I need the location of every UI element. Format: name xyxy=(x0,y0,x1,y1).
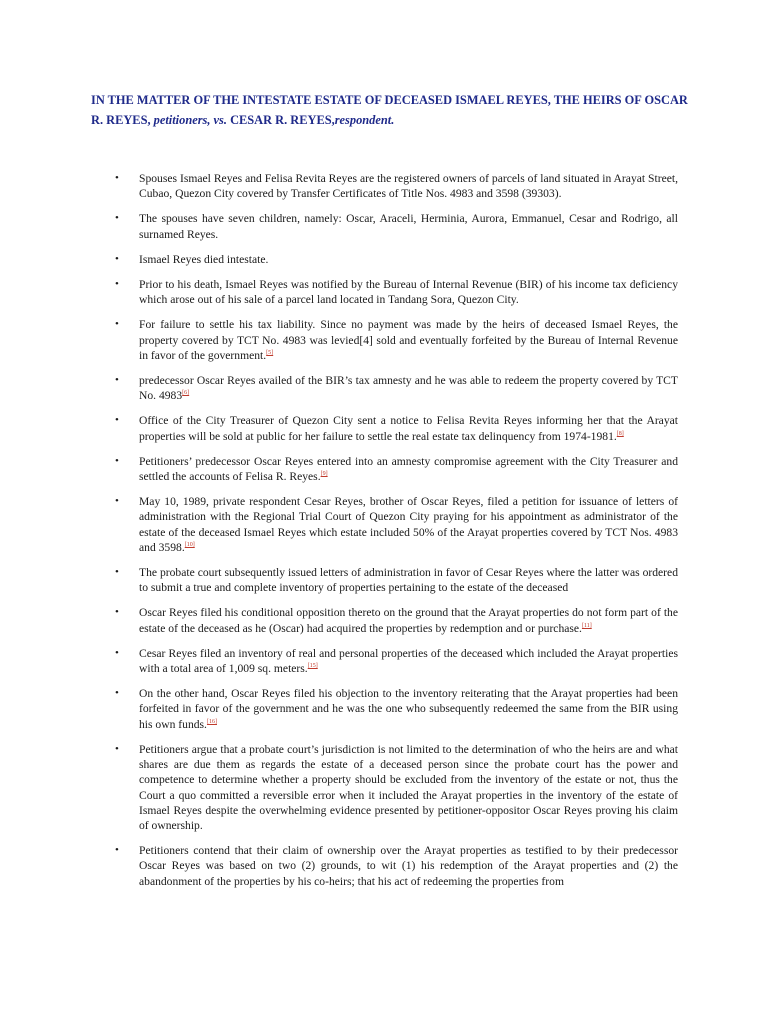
footnote-link[interactable]: [8] xyxy=(616,430,624,437)
facts-list xyxy=(114,171,678,899)
footnote-link[interactable]: [5] xyxy=(266,349,274,356)
footnote-link[interactable]: [10] xyxy=(184,542,195,548)
list-item: • Oscar Reyes filed his conditional opposition thereto on the ground that the Arayat properties do not form part of the estate of the deceased as he (Oscar) had acquired the properties by redemption and or purchase.[11] xyxy=(114,605,678,635)
title-part2: CESAR R. REYES, xyxy=(226,112,335,127)
title-part1: IN THE MATTER OF THE INTESTATE ESTATE OF DECEASED ISMAEL REYES, THE HEIRS OF OSCAR R. REYES, xyxy=(91,93,688,127)
list-item: • Petitioners contend that their claim of ownership over the Arayat properties as testified to by their predecessor Oscar Reyes was based on two (2) grounds, to wit (1) his redemption of the Arayat properties and (2) the abandonment of the properties by his co-heirs; that his act of redeeming the properties from xyxy=(114,843,678,889)
list-item: • Ismael Reyes died intestate. xyxy=(114,252,678,267)
footnote-link[interactable]: [16] xyxy=(206,718,217,725)
list-item: • Petitioners’ predecessor Oscar Reyes entered into an amnesty compromise agreement with the City Treasurer and settled the accounts of Felisa R. Reyes.[9] xyxy=(114,454,678,484)
list-item: • Cesar Reyes filed an inventory of real and personal properties of the deceased which included the Arayat properties with a total area of 1,009 sq. meters.[15] xyxy=(114,646,678,676)
footnote-link[interactable]: [9] xyxy=(320,471,328,478)
footnote-link[interactable]: [15] xyxy=(307,663,318,670)
list-item: • The probate court subsequently issued letters of administration in favor of Cesar Reyes where the latter was ordered to submit a true and complete inventory of properties pertaining to the estate of the deceased xyxy=(114,565,678,595)
list-item: • Petitioners argue that a probate court’s jurisdiction is not limited to the determination of who the heirs are and what shares are due them as regards the estate of a deceased person since the probate court has the power and competence to determine whether a property should be excluded from the inventory of the estate or not, thus the Court a quo committed a reversible error when it included the Arayat properties in the inventory of the estate of Ismael Reyes despite the overwhelming evidence presented by petitioner-oppositor Oscar Reyes proving his claim of ownership. xyxy=(114,742,678,833)
list-item: • Spouses Ismael Reyes and Felisa Revita Reyes are the registered owners of parcels of land situated in Arayat Street, Cubao, Quezon City covered by Transfer Certificates of Title Nos. 4983 and 3598 (39303). xyxy=(114,171,678,201)
footnote-link[interactable]: [6] xyxy=(182,390,190,397)
list-item: • predecessor Oscar Reyes availed of the BIR’s tax amnesty and he was able to redeem the property covered by TCT No. 4983[6] xyxy=(114,373,678,403)
list-item: • On the other hand, Oscar Reyes filed his objection to the inventory reiterating that the Arayat properties had been forfeited in favor of the government and he was the one who subsequently redeemed the same from the BIR using his own funds.[16] xyxy=(114,686,678,732)
list-item: • May 10, 1989, private respondent Cesar Reyes, brother of Oscar Reyes, filed a petition for issuance of letters of administration with the Regional Trial Court of Quezon City praying for his appointment as administrator of the estate of the deceased Ismael Reyes which estate included 50% of the Arayat properties covered by TCT Nos. 4983 and 3598.[10] xyxy=(114,494,678,555)
case-title xyxy=(91,91,701,130)
title-petitioners: petitioners, vs. xyxy=(153,112,227,127)
list-item: • Prior to his death, Ismael Reyes was notified by the Bureau of Internal Revenue (BIR) of his income tax deficiency which arose out of his sale of a parcel land located in Tandang Sora, Quezon City. xyxy=(114,277,678,307)
title-respondent: respondent. xyxy=(334,112,395,127)
list-item: • For failure to settle his tax liability. Since no payment was made by the heirs of deceased Ismael Reyes, the property covered by TCT No. 4983 was levied[4] sold and eventually forfeited by the Bureau of Internal Revenue in favor of the government.[5] xyxy=(114,317,678,363)
list-item: • The spouses have seven children, namely: Oscar, Araceli, Herminia, Aurora, Emmanuel, Cesar and Rodrigo, all surnamed Reyes. xyxy=(114,211,678,241)
list-item: • Office of the City Treasurer of Quezon City sent a notice to Felisa Revita Reyes informing her that the Arayat properties will be sold at public for her failure to settle the real estate tax delinquency from 1974-1981.[8] xyxy=(114,413,678,443)
footnote-link[interactable]: [11] xyxy=(581,622,592,629)
